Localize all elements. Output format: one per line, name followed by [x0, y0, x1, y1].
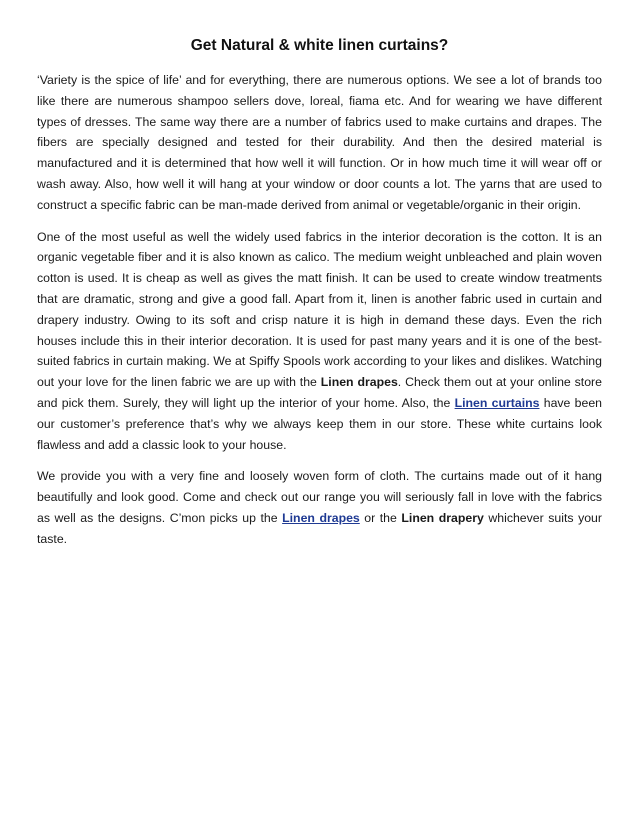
- paragraph-fabrics-text-1: One of the most useful as well the widely used fabrics in the interior decoration is the cotton. It is an organic vegetable fiber and it is also known as calico. The medium weight unbleached and plain woven cotton is used. It is cheap as well as gives the matt finish. It can be used to create window treatments that are dramatic, strong and give a good fall. Apart from it, linen is another fabric used in curtain and drapery industry. Owing to its soft and crisp nature it is high in demand these days. Even the rich houses include this in their interior decoration. It is used for past many years and it is one of the best-suited fabrics in curtain making. We at Spiffy Spools work according to your likes and dislikes. Watching out your love for the linen fabric we are up with the: [37, 229, 602, 390]
- linen-curtains-link[interactable]: Linen curtains: [454, 395, 540, 410]
- paragraph-fabrics-text-3: have been our customer’s preference that’s why we always keep them in our store. These white curtains look flawless and add a classic look to your house.: [37, 395, 603, 452]
- paragraph-fabrics-text-2: . Check them out at your online store and pick them. Surely, they will light up the interior of your home. Also, the: [37, 375, 602, 410]
- linen-drapery-bold: Linen drapery: [401, 510, 484, 525]
- paragraph-offer-text-1: We provide you with a very fine and loosely woven form of cloth. The curtains made out of it hang beautifully and look good. Come and check out our range you will seriously fall in love with the fabrics as well as the designs. C’mon picks up the: [37, 469, 602, 525]
- paragraph-offer-text-3: whichever suits your taste.: [37, 510, 602, 546]
- page-title: Get Natural & white linen curtains?: [190, 37, 449, 54]
- paragraph-intro: ‘Variety is the spice of life’ and for everything, there are numerous options. We see a lot of brands too like there are numerous shampoo sellers dove, loreal, fiama etc. And for wearing we have different types of dresses. The same way there are a number of fabrics used to make curtains and drapes. The fibers are specially designed and tested for their durability. And then the desired material is manufactured and it is determined that how well it will function. Or in how much time it will wear off or wash away. Also, how well it will hang at your window or door counts a lot. The yarns that are used to construct a specific fabric can be man-made derived from animal or vegetable/organic in their origin.: [37, 73, 602, 212]
- paragraph-offer-text-2: or the: [359, 510, 402, 525]
- linen-drapes-bold: Linen drapes: [320, 375, 398, 390]
- linen-drapes-link[interactable]: Linen drapes: [282, 510, 360, 525]
- paragraph-fabrics: [37, 227, 602, 456]
- paragraph-offer: [37, 466, 602, 549]
